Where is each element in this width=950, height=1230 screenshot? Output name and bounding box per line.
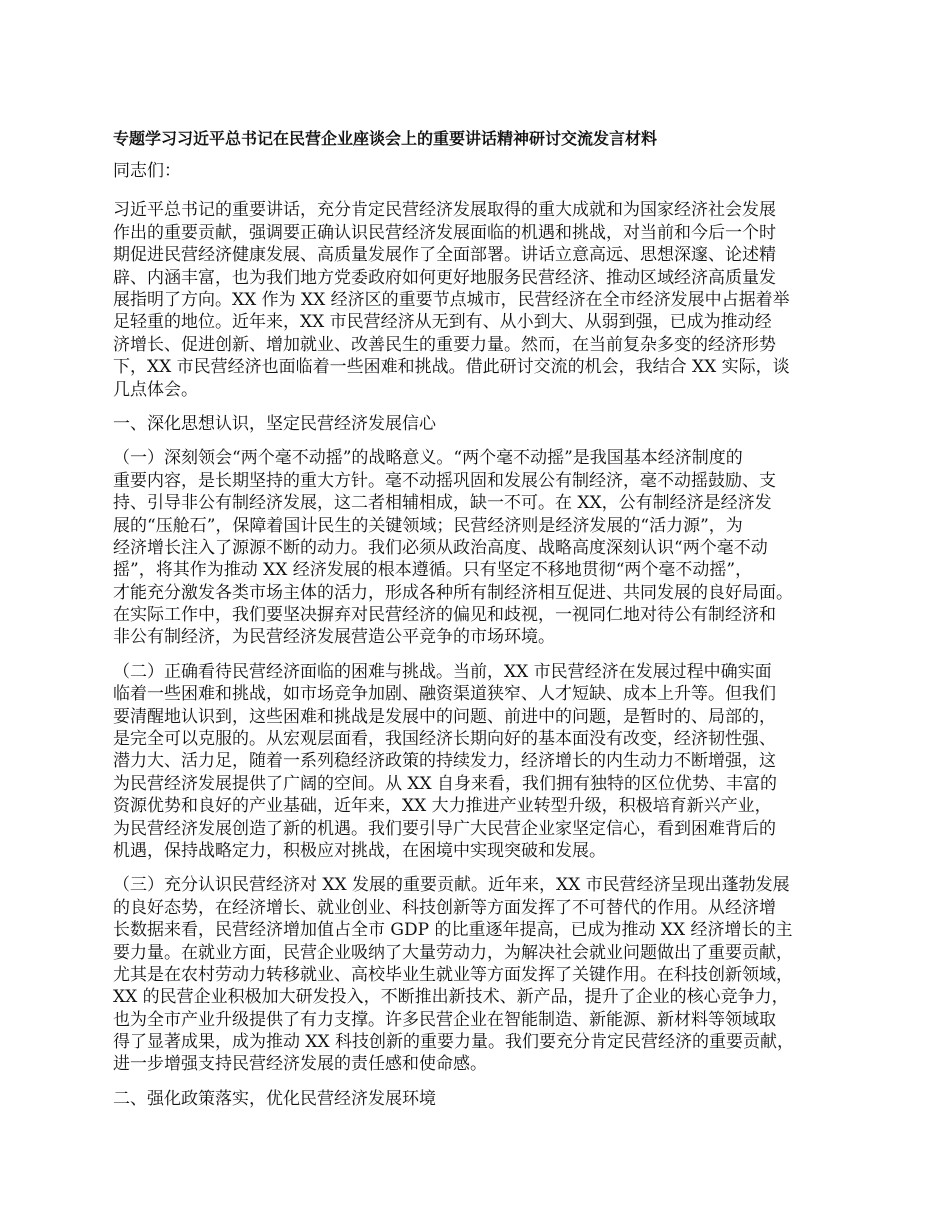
paragraph-line: （二）正确看待民营经济面临的困难与挑战。当前，XX 市民营经济在发展过程中确实面 [113, 661, 772, 682]
paragraph-line: 才能充分激发各类市场主体的活力，形成各种所有制经济相互促进、共同发展的良好局面。 [113, 582, 793, 603]
paragraph-line: 展指明了方向。XX 作为 XX 经济区的重要节点城市，民营经济在全市经济发展中占据着举 [113, 289, 790, 310]
paragraph-line: 为民营经济发展提供了广阔的空间。从 XX 自身来看，我们拥有独特的区位优势、丰富的 [113, 773, 778, 794]
paragraph-line: 长数据来看，民营经济增加值占全市 GDP 的比重逐年提高，已成为推动 XX 经济增长的主 [113, 920, 793, 941]
paragraph-line: 进一步增强支持民营经济发展的责任感和使命感。 [113, 1054, 487, 1075]
paragraph-line: 济增长、促进创新、增加就业、改善民生的重要力量。然而，在当前复杂多变的经济形势 [113, 334, 776, 355]
section-heading: 一、深化思想认识，坚定民营经济发展信心 [113, 413, 436, 434]
paragraph-line: 摇”，将其作为推动 XX 经济发展的根本遵循。只有坚定不移地贯彻“两个毫不动摇”， [113, 560, 753, 581]
document-page [113, 128, 853, 1122]
paragraph-line: 展的“压舱石”，保障着国计民生的关键领域；民营经济则是经济发展的“活力源”，为 [113, 515, 743, 536]
paragraph [113, 874, 853, 1076]
paragraph-line: 为民营经济发展创造了新的机遇。我们要引导广大民营企业家坚定信心，看到困难背后的 [113, 818, 776, 839]
paragraph-line: 是完全可以克服的。从宏观层面看，我国经济长期向好的基本面没有改变，经济韧性强、 [113, 729, 776, 750]
paragraph-line: 下，XX 市民营经济也面临着一些困难和挑战。借此研讨交流的机会，我结合 XX 实际，谈 [113, 357, 790, 378]
paragraph-line: XX 的民营企业积极加大研发投入，不断推出新技术、新产品，提升了企业的核心竞争力， [113, 987, 789, 1008]
paragraph-line: 经济增长注入了源源不断的动力。我们必须从政治高度、战略高度深刻认识“两个毫不动 [113, 537, 768, 558]
paragraph-line: 尤其是在农村劳动力转移就业、高校毕业生就业等方面发挥了关键作用。在科技创新领域， [113, 964, 793, 985]
paragraph-line: 几点体会。 [113, 379, 198, 400]
paragraph-line: 也为全市产业升级提供了有力支撑。许多民营企业在智能制造、新能源、新材料等领域取 [113, 1009, 776, 1030]
paragraph-line: 要力量。在就业方面，民营企业吸纳了大量劳动力，为解决社会就业问题做出了重要贡献， [113, 942, 793, 963]
paragraph [113, 447, 853, 649]
paragraph-line: （一）深刻领会“两个毫不动摇”的战略意义。“两个毫不动摇”是我国基本经济制度的 [113, 448, 743, 469]
paragraph-line: 期促进民营经济健康发展、高质量发展作了全面部署。讲话立意高远、思想深邃、论述精 [113, 245, 776, 266]
paragraph-line: 的良好态势，在经济增长、就业创业、科技创新等方面发挥了不可替代的作用。从经济增 [113, 897, 776, 918]
paragraph-line: 要清醒地认识到，这些困难和挑战是发展中的问题、前进中的问题，是暂时的、局部的， [113, 706, 776, 727]
paragraph-line: 足轻重的地位。近年来，XX 市民营经济从无到有、从小到大、从弱到强，已成为推动经 [113, 312, 772, 333]
paragraph-line: 习近平总书记的重要讲话，充分肯定民营经济发展取得的重大成就和为国家经济社会发展 [113, 200, 776, 221]
paragraph-line: 作出的重要贡献，强调要正确认识民营经济发展面临的机遇和挑战，对当前和今后一个时 [113, 222, 776, 243]
paragraph-line: 资源优势和良好的产业基础，近年来，XX 大力推进产业转型升级，积极培育新兴产业， [113, 796, 772, 817]
paragraph-line: 潜力大、活力足，随着一系列稳经济政策的持续发力，经济增长的内生动力不断增强，这 [113, 751, 776, 772]
paragraph-line: （三）充分认识民营经济对 XX 发展的重要贡献。近年来，XX 市民营经济呈现出蓬勃发展 [113, 875, 790, 896]
paragraph-line: 辟、内涵丰富，也为我们地方党委政府如何更好地服务民营经济、推动区域经济高质量发 [113, 267, 776, 288]
paragraph [113, 661, 853, 863]
paragraph-line: 得了显著成果，成为推动 XX 科技创新的重要力量。我们要充分肯定民营经济的重要贡献， [113, 1032, 795, 1053]
paragraph-line: 非公有制经济，为民营经济发展营造公平竞争的市场环境。 [113, 627, 555, 648]
section-heading: 二、强化政策落实，优化民营经济发展环境 [113, 1088, 436, 1109]
document-body [113, 199, 853, 1110]
greeting: 同志们： [113, 161, 181, 181]
paragraph [113, 199, 853, 401]
paragraph-line: 临着一些困难和挑战，如市场竞争加剧、融资渠道狭窄、人才短缺、成本上升等。但我们 [113, 684, 776, 705]
paragraph-line: 重要内容，是长期坚持的重大方针。毫不动摇巩固和发展公有制经济，毫不动摇鼓励、支 [113, 470, 776, 491]
document-title: 专题学习习近平总书记在民营企业座谈会上的重要讲话精神研讨交流发言材料 [113, 129, 658, 148]
paragraph-line: 在实际工作中，我们要坚决摒弃对民营经济的偏见和歧视，一视同仁地对待公有制经济和 [113, 605, 776, 626]
paragraph-line: 持、引导非公有制经济发展，这二者相辅相成，缺一不可。在 XX，公有制经济是经济发 [113, 493, 772, 514]
paragraph-line: 机遇，保持战略定力，积极应对挑战，在困境中实现突破和发展。 [113, 840, 606, 861]
